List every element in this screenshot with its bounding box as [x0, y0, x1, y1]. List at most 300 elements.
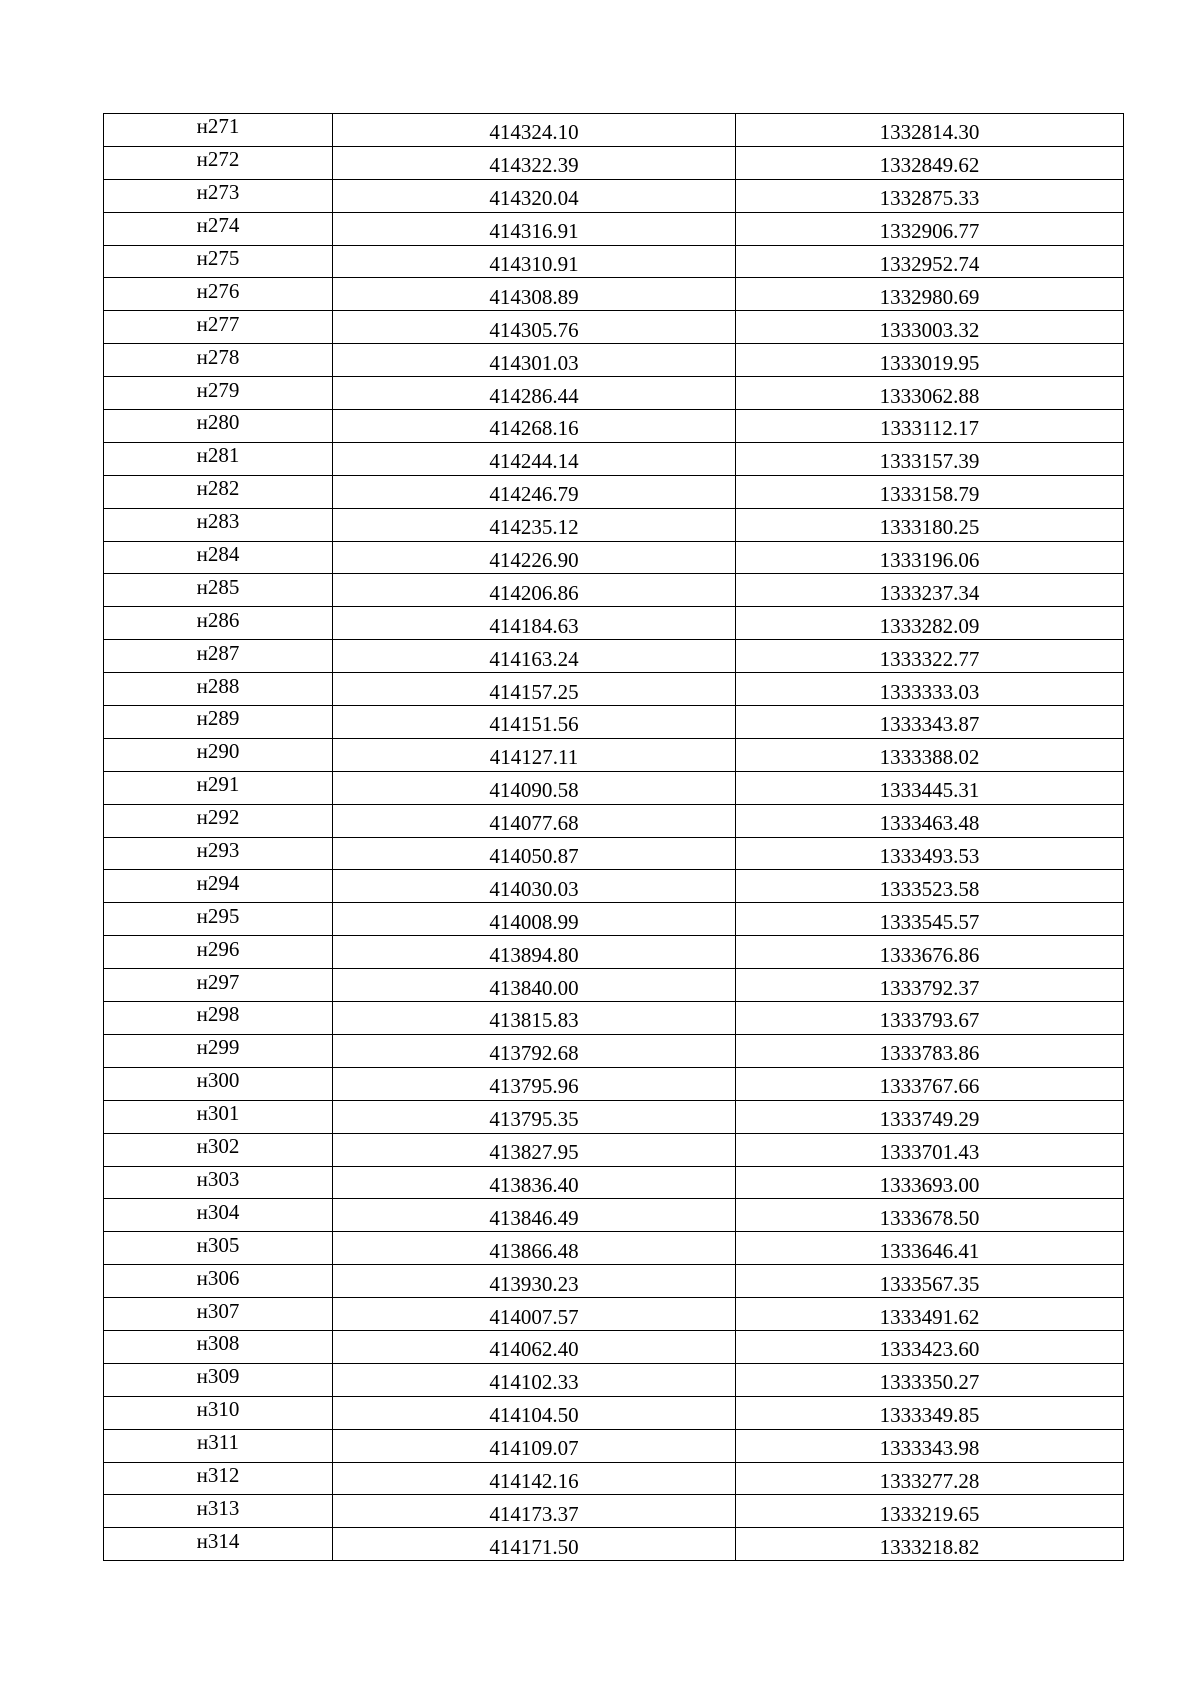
point-id-cell: [104, 1429, 333, 1462]
point-id-text: н271: [196, 114, 240, 139]
x-coordinate-text: 414310.91: [489, 252, 579, 276]
x-coordinate-cell: [333, 607, 736, 640]
y-coordinate-text: 1333493.53: [879, 844, 980, 869]
x-coordinate-text: 414163.24: [489, 646, 579, 671]
point-id-cell: [104, 475, 333, 508]
x-coordinate-text: 414102.33: [489, 1370, 579, 1395]
x-coordinate-text: 413792.68: [489, 1041, 579, 1066]
point-id-text: н306: [196, 1265, 240, 1290]
x-coordinate-text: 414206.86: [489, 580, 579, 605]
x-coordinate-text: 413795.35: [489, 1107, 579, 1132]
x-coordinate-text: 414050.87: [489, 844, 579, 869]
table-row: [104, 377, 1124, 410]
y-coordinate-cell: [736, 377, 1124, 410]
point-id-cell: [104, 1265, 333, 1298]
x-coordinate-text: 414030.03: [489, 876, 579, 901]
x-coordinate-text: 413866.48: [489, 1238, 579, 1263]
x-coordinate-cell: [333, 1298, 736, 1331]
x-coordinate-cell: [333, 278, 736, 311]
point-id-text: н281: [196, 443, 240, 468]
y-coordinate-cell: [736, 1330, 1124, 1363]
x-coordinate-text: 413846.49: [489, 1205, 579, 1230]
point-id-text: н287: [196, 640, 240, 665]
y-coordinate-text: 1333350.27: [879, 1370, 980, 1395]
x-coordinate-cell: [333, 1429, 736, 1462]
y-coordinate-text: 1332814.30: [879, 120, 980, 145]
x-coordinate-cell: [333, 1133, 736, 1166]
table-row: [104, 1298, 1124, 1331]
y-coordinate-text: 1333343.87: [879, 712, 980, 737]
y-coordinate-cell: [736, 410, 1124, 443]
point-id-text: н295: [196, 903, 240, 928]
x-coordinate-text: 414008.99: [489, 909, 579, 934]
table-row: [104, 475, 1124, 508]
point-id-text: н310: [196, 1397, 240, 1422]
point-id-text: н313: [196, 1495, 240, 1520]
y-coordinate-cell: [736, 969, 1124, 1002]
table-row: [104, 969, 1124, 1002]
y-coordinate-text: 1332980.69: [879, 284, 980, 309]
x-coordinate-text: 414244.14: [489, 449, 579, 474]
point-id-cell: [104, 377, 333, 410]
x-coordinate-text: 414104.50: [489, 1403, 579, 1428]
y-coordinate-cell: [736, 1298, 1124, 1331]
y-coordinate-text: 1333749.29: [879, 1107, 980, 1132]
point-id-text: н300: [196, 1068, 240, 1093]
x-coordinate-cell: [333, 1067, 736, 1100]
y-coordinate-cell: [736, 1528, 1124, 1561]
x-coordinate-cell: [333, 1528, 736, 1561]
point-id-cell: [104, 1495, 333, 1528]
point-id-cell: [104, 969, 333, 1002]
x-coordinate-text: 414226.90: [489, 548, 579, 573]
table-row: [104, 936, 1124, 969]
y-coordinate-cell: [736, 1265, 1124, 1298]
y-coordinate-cell: [736, 1462, 1124, 1495]
table-row: [104, 1100, 1124, 1133]
point-id-text: н284: [196, 542, 240, 567]
table-row: [104, 1002, 1124, 1035]
y-coordinate-text: 1333646.41: [879, 1238, 980, 1263]
table-row: [104, 870, 1124, 903]
x-coordinate-text: 414151.56: [489, 712, 579, 737]
point-id-cell: [104, 344, 333, 377]
point-id-cell: [104, 1199, 333, 1232]
point-id-text: н296: [196, 936, 240, 961]
table-row: [104, 1528, 1124, 1561]
point-id-text: н272: [196, 147, 240, 172]
x-coordinate-text: 414235.12: [489, 515, 579, 540]
y-coordinate-text: 1333237.34: [879, 580, 980, 605]
y-coordinate-cell: [736, 837, 1124, 870]
x-coordinate-cell: [333, 640, 736, 673]
x-coordinate-text: 414268.16: [489, 416, 579, 441]
y-coordinate-cell: [736, 870, 1124, 903]
table-row: [104, 278, 1124, 311]
point-id-text: н298: [196, 1002, 240, 1027]
table-row: [104, 607, 1124, 640]
point-id-text: н305: [196, 1232, 240, 1257]
table-row: [104, 114, 1124, 147]
x-coordinate-cell: [333, 574, 736, 607]
x-coordinate-cell: [333, 1330, 736, 1363]
x-coordinate-cell: [333, 541, 736, 574]
point-id-text: н309: [196, 1364, 240, 1389]
point-id-text: н275: [196, 246, 240, 270]
point-id-cell: [104, 278, 333, 311]
table-row: [104, 1363, 1124, 1396]
y-coordinate-cell: [736, 903, 1124, 936]
table-row: [104, 574, 1124, 607]
y-coordinate-cell: [736, 212, 1124, 245]
y-coordinate-text: 1333567.35: [879, 1271, 980, 1296]
y-coordinate-cell: [736, 344, 1124, 377]
x-coordinate-cell: [333, 1396, 736, 1429]
point-id-text: н273: [196, 180, 240, 205]
y-coordinate-text: 1333112.17: [880, 416, 979, 441]
table-row: [104, 410, 1124, 443]
y-coordinate-cell: [736, 1100, 1124, 1133]
x-coordinate-text: 414301.03: [489, 350, 579, 375]
x-coordinate-text: 414142.16: [489, 1468, 579, 1493]
x-coordinate-cell: [333, 1166, 736, 1199]
point-id-cell: [104, 146, 333, 179]
point-id-cell: [104, 706, 333, 739]
y-coordinate-text: 1333783.86: [879, 1041, 980, 1066]
x-coordinate-cell: [333, 1002, 736, 1035]
point-id-text: н286: [196, 607, 240, 632]
point-id-cell: [104, 1133, 333, 1166]
point-id-cell: [104, 1034, 333, 1067]
x-coordinate-text: 414320.04: [489, 186, 579, 211]
y-coordinate-cell: [736, 1429, 1124, 1462]
y-coordinate-text: 1333463.48: [879, 811, 980, 836]
table-row: [104, 804, 1124, 837]
y-coordinate-cell: [736, 541, 1124, 574]
point-id-text: н308: [196, 1331, 240, 1356]
x-coordinate-cell: [333, 1495, 736, 1528]
x-coordinate-text: 414322.39: [489, 153, 579, 178]
y-coordinate-text: 1333333.03: [879, 679, 980, 704]
y-coordinate-cell: [736, 1396, 1124, 1429]
table-row: [104, 1067, 1124, 1100]
point-id-cell: [104, 1528, 333, 1561]
y-coordinate-text: 1333491.62: [879, 1304, 980, 1329]
point-id-cell: [104, 442, 333, 475]
point-id-text: н288: [196, 673, 240, 698]
point-id-text: н285: [196, 574, 240, 599]
point-id-text: н307: [196, 1298, 240, 1323]
coordinates-table-body: [104, 114, 1124, 1561]
x-coordinate-text: 414109.07: [489, 1436, 579, 1461]
y-coordinate-cell: [736, 574, 1124, 607]
y-coordinate-cell: [736, 771, 1124, 804]
point-id-text: н277: [196, 311, 240, 336]
point-id-text: н293: [196, 838, 240, 863]
x-coordinate-cell: [333, 508, 736, 541]
y-coordinate-text: 1332849.62: [879, 153, 980, 178]
y-coordinate-cell: [736, 146, 1124, 179]
y-coordinate-text: 1333158.79: [879, 482, 980, 507]
y-coordinate-text: 1333701.43: [879, 1140, 980, 1165]
y-coordinate-text: 1333793.67: [879, 1008, 980, 1033]
y-coordinate-text: 1333349.85: [879, 1403, 980, 1428]
table-row: [104, 179, 1124, 212]
point-id-text: н280: [196, 410, 240, 435]
point-id-text: н301: [196, 1101, 240, 1126]
table-row: [104, 442, 1124, 475]
point-id-cell: [104, 574, 333, 607]
x-coordinate-cell: [333, 1100, 736, 1133]
y-coordinate-text: 1333180.25: [879, 515, 980, 540]
y-coordinate-text: 1332906.77: [879, 219, 980, 244]
y-coordinate-text: 1333693.00: [879, 1172, 980, 1197]
table-row: [104, 640, 1124, 673]
x-coordinate-text: 413840.00: [489, 975, 579, 1000]
point-id-cell: [104, 640, 333, 673]
point-id-cell: [104, 936, 333, 969]
point-id-text: н303: [196, 1166, 240, 1191]
table-row: [104, 903, 1124, 936]
y-coordinate-text: 1333019.95: [879, 350, 980, 375]
x-coordinate-cell: [333, 903, 736, 936]
point-id-cell: [104, 1396, 333, 1429]
y-coordinate-text: 1333218.82: [879, 1534, 980, 1559]
x-coordinate-text: 414062.40: [489, 1337, 579, 1362]
x-coordinate-cell: [333, 1232, 736, 1265]
y-coordinate-cell: [736, 738, 1124, 771]
y-coordinate-text: 1333322.77: [879, 646, 980, 671]
coordinates-table: [103, 113, 1124, 1561]
y-coordinate-cell: [736, 508, 1124, 541]
y-coordinate-text: 1332875.33: [879, 186, 980, 211]
y-coordinate-text: 1332952.74: [879, 252, 980, 276]
table-row: [104, 1265, 1124, 1298]
y-coordinate-cell: [736, 1166, 1124, 1199]
table-row: [104, 541, 1124, 574]
point-id-cell: [104, 1298, 333, 1331]
table-row: [104, 1199, 1124, 1232]
table-row: [104, 1429, 1124, 1462]
y-coordinate-text: 1333545.57: [879, 909, 980, 934]
point-id-text: н279: [196, 377, 240, 402]
x-coordinate-cell: [333, 410, 736, 443]
x-coordinate-text: 413894.80: [489, 942, 579, 967]
x-coordinate-text: 414077.68: [489, 811, 579, 836]
x-coordinate-text: 413827.95: [489, 1140, 579, 1165]
point-id-cell: [104, 837, 333, 870]
y-coordinate-cell: [736, 1495, 1124, 1528]
y-coordinate-text: 1333219.65: [879, 1501, 980, 1526]
x-coordinate-cell: [333, 870, 736, 903]
x-coordinate-cell: [333, 344, 736, 377]
x-coordinate-cell: [333, 706, 736, 739]
x-coordinate-text: 414316.91: [489, 219, 579, 244]
point-id-text: н312: [196, 1462, 240, 1487]
table-row: [104, 1034, 1124, 1067]
y-coordinate-cell: [736, 278, 1124, 311]
x-coordinate-cell: [333, 146, 736, 179]
x-coordinate-cell: [333, 738, 736, 771]
x-coordinate-cell: [333, 475, 736, 508]
point-id-cell: [104, 870, 333, 903]
y-coordinate-text: 1333062.88: [879, 383, 980, 408]
x-coordinate-cell: [333, 1034, 736, 1067]
y-coordinate-text: 1333445.31: [879, 778, 980, 803]
table-row: [104, 1232, 1124, 1265]
point-id-text: н291: [196, 772, 240, 797]
point-id-cell: [104, 1166, 333, 1199]
y-coordinate-cell: [736, 706, 1124, 739]
point-id-cell: [104, 1462, 333, 1495]
y-coordinate-text: 1333343.98: [879, 1436, 980, 1461]
x-coordinate-text: 414171.50: [489, 1534, 579, 1559]
point-id-cell: [104, 1100, 333, 1133]
point-id-cell: [104, 508, 333, 541]
y-coordinate-cell: [736, 1034, 1124, 1067]
y-coordinate-text: 1333157.39: [879, 449, 980, 474]
x-coordinate-text: 414286.44: [489, 383, 579, 408]
y-coordinate-cell: [736, 607, 1124, 640]
y-coordinate-text: 1333196.06: [879, 548, 980, 573]
point-id-cell: [104, 179, 333, 212]
point-id-cell: [104, 804, 333, 837]
table-row: [104, 1133, 1124, 1166]
point-id-cell: [104, 1002, 333, 1035]
point-id-cell: [104, 114, 333, 147]
point-id-text: н302: [196, 1134, 240, 1159]
y-coordinate-text: 1333388.02: [879, 745, 980, 770]
point-id-cell: [104, 673, 333, 706]
x-coordinate-text: 414305.76: [489, 317, 579, 342]
y-coordinate-text: 1333678.50: [879, 1205, 980, 1230]
x-coordinate-cell: [333, 442, 736, 475]
x-coordinate-text: 414090.58: [489, 778, 579, 803]
x-coordinate-text: 413930.23: [489, 1271, 579, 1296]
table-row: [104, 1495, 1124, 1528]
point-id-text: н289: [196, 706, 240, 731]
x-coordinate-text: 414157.25: [489, 679, 579, 704]
x-coordinate-cell: [333, 837, 736, 870]
y-coordinate-cell: [736, 640, 1124, 673]
point-id-cell: [104, 410, 333, 443]
x-coordinate-cell: [333, 936, 736, 969]
x-coordinate-text: 413815.83: [489, 1008, 579, 1033]
y-coordinate-text: 1333423.60: [879, 1337, 980, 1362]
x-coordinate-text: 414184.63: [489, 613, 579, 638]
y-coordinate-cell: [736, 475, 1124, 508]
point-id-text: н290: [196, 739, 240, 764]
x-coordinate-text: 413836.40: [489, 1172, 579, 1197]
point-id-text: н304: [196, 1199, 240, 1224]
x-coordinate-text: 414308.89: [489, 284, 579, 309]
x-coordinate-cell: [333, 804, 736, 837]
point-id-cell: [104, 1232, 333, 1265]
point-id-text: н292: [196, 805, 240, 830]
x-coordinate-text: 414246.79: [489, 482, 579, 507]
table-row: [104, 245, 1124, 278]
point-id-text: н294: [196, 870, 240, 895]
point-id-text: н282: [196, 476, 240, 501]
table-row: [104, 344, 1124, 377]
y-coordinate-cell: [736, 1067, 1124, 1100]
x-coordinate-cell: [333, 245, 736, 278]
point-id-cell: [104, 311, 333, 344]
table-row: [104, 1166, 1124, 1199]
y-coordinate-text: 1333277.28: [879, 1468, 980, 1493]
point-id-text: н314: [196, 1528, 240, 1553]
point-id-cell: [104, 607, 333, 640]
x-coordinate-text: 414173.37: [489, 1501, 579, 1526]
y-coordinate-cell: [736, 1232, 1124, 1265]
table-row: [104, 706, 1124, 739]
x-coordinate-cell: [333, 673, 736, 706]
x-coordinate-cell: [333, 1462, 736, 1495]
y-coordinate-text: 1333767.66: [879, 1074, 980, 1099]
point-id-cell: [104, 1067, 333, 1100]
table-row: [104, 508, 1124, 541]
x-coordinate-cell: [333, 969, 736, 1002]
table-row: [104, 673, 1124, 706]
table-row: [104, 1396, 1124, 1429]
y-coordinate-text: 1333282.09: [879, 613, 980, 638]
y-coordinate-cell: [736, 936, 1124, 969]
x-coordinate-cell: [333, 377, 736, 410]
table-row: [104, 738, 1124, 771]
point-id-text: н311: [197, 1430, 239, 1455]
table-row: [104, 1330, 1124, 1363]
point-id-cell: [104, 212, 333, 245]
table-row: [104, 146, 1124, 179]
y-coordinate-text: 1333003.32: [879, 317, 980, 342]
point-id-cell: [104, 1363, 333, 1396]
x-coordinate-cell: [333, 771, 736, 804]
x-coordinate-cell: [333, 1199, 736, 1232]
point-id-text: н283: [196, 509, 240, 534]
table-row: [104, 212, 1124, 245]
table-row: [104, 771, 1124, 804]
point-id-text: н297: [196, 969, 240, 994]
y-coordinate-cell: [736, 1133, 1124, 1166]
y-coordinate-cell: [736, 1363, 1124, 1396]
point-id-cell: [104, 903, 333, 936]
table-row: [104, 311, 1124, 344]
x-coordinate-text: 414127.11: [489, 745, 579, 770]
y-coordinate-cell: [736, 804, 1124, 837]
y-coordinate-cell: [736, 245, 1124, 278]
x-coordinate-cell: [333, 212, 736, 245]
y-coordinate-text: 1333676.86: [879, 942, 980, 967]
point-id-text: н299: [196, 1035, 240, 1060]
x-coordinate-cell: [333, 179, 736, 212]
y-coordinate-cell: [736, 1199, 1124, 1232]
y-coordinate-cell: [736, 114, 1124, 147]
x-coordinate-text: 414324.10: [489, 120, 579, 145]
y-coordinate-cell: [736, 311, 1124, 344]
y-coordinate-cell: [736, 1002, 1124, 1035]
y-coordinate-text: 1333792.37: [879, 975, 980, 1000]
table-row: [104, 837, 1124, 870]
x-coordinate-cell: [333, 1363, 736, 1396]
y-coordinate-cell: [736, 673, 1124, 706]
x-coordinate-text: 413795.96: [489, 1074, 579, 1099]
point-id-cell: [104, 771, 333, 804]
y-coordinate-cell: [736, 179, 1124, 212]
point-id-text: н276: [196, 278, 240, 303]
y-coordinate-text: 1333523.58: [879, 876, 980, 901]
point-id-text: н274: [196, 213, 240, 238]
y-coordinate-cell: [736, 442, 1124, 475]
